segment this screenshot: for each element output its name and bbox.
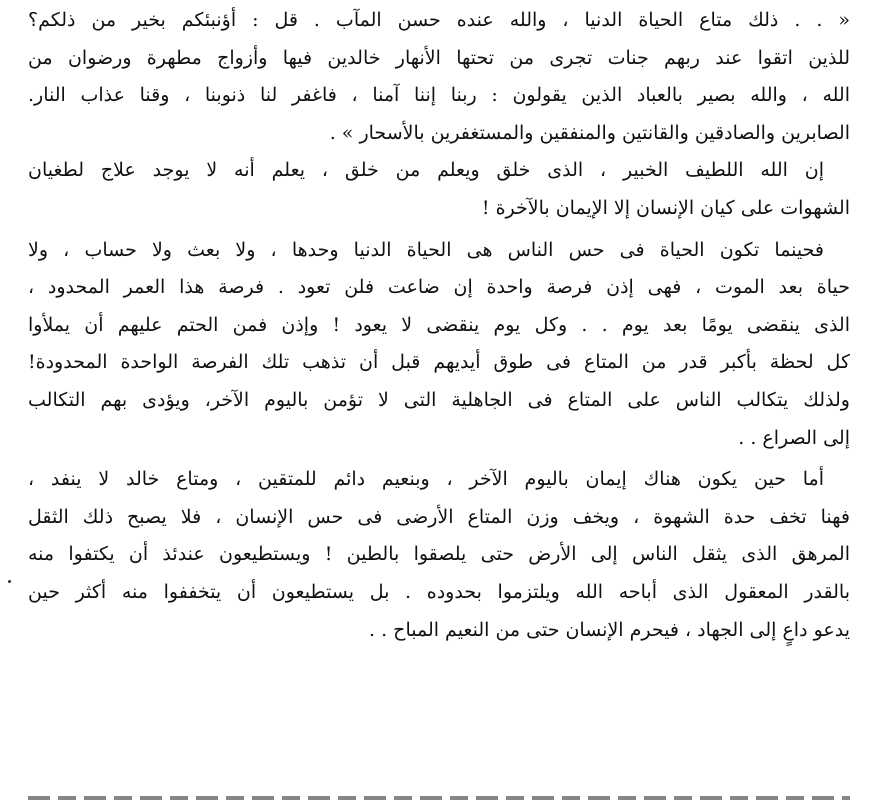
- text-line: أما حين يكون هناك إيمان باليوم الآخر ، وبنعيم دائم للمتقين ، ومتاع خالد لا ينفد ،: [28, 468, 824, 491]
- text-line: الشهوات على كيان الإنسان إلا الإيمان بالآخرة !: [481, 196, 850, 219]
- paragraph-3: [28, 232, 850, 458]
- text-line: الصابرين والصادقين والقانتين والمنفقين والمستغفرين بالأسحار » .: [329, 121, 850, 144]
- book-page: [28, 2, 850, 649]
- text-line: إلى الصراع . .: [738, 426, 850, 449]
- paragraph-4: [28, 461, 850, 649]
- text-line: ولذلك يتكالب الناس على المتاع فى الجاهلية التى لا تؤمن باليوم الآخر، ويؤدى بهم التكالب: [28, 388, 850, 411]
- text-line: المرهق الذى يثقل الناس إلى الأرض حتى يلصقوا بالطين ! ويستطيعون عندئذ أن يكتفوا منه: [28, 543, 850, 566]
- text-line: إن الله اللطيف الخبير ، الذى خلق ويعلم من خلق ، يعلم أنه لا يوجد علاج لطغيان: [28, 159, 824, 182]
- scan-speck: [8, 580, 11, 583]
- cropped-next-line: [28, 788, 850, 800]
- text-line: الله ، والله بصير بالعباد الذين يقولون : ربنا إننا آمنا ، فاغفر لنا ذنوبنا ، وقنا عذاب النار.: [28, 84, 850, 107]
- text-line: كل لحظة بأكبر قدر من المتاع فى طوق أيديهم قبل أن تذهب تلك الفرصة الواحدة المحدودة!: [28, 351, 850, 374]
- text-line: « . . ذلك متاع الحياة الدنيا ، والله عنده حسن المآب . قل : أؤنبئكم بخير من ذلكم؟: [28, 9, 850, 31]
- paragraph-2: [28, 152, 850, 227]
- text-line: حياة بعد الموت ، فهى إذن فرصة واحدة إن ضاعت فلن تعود . فرصة هذا العمر المحدود ،: [28, 276, 850, 299]
- text-line: بالقدر المعقول الذى أباحه الله ويلتزموا بحدوده . بل يستطيعون أن يتخففوا منه أكثر حين: [28, 580, 850, 603]
- text-line: فحينما تكون الحياة فى حس الناس هى الحياة الدنيا وحدها ، ولا بعث ولا حساب ، ولا: [28, 238, 824, 261]
- paragraph-1: [28, 2, 850, 152]
- text-line: فهنا تخف حدة الشهوة ، ويخف وزن المتاع الأرضى فى حس الإنسان ، فلا يصبح ذلك الثقل: [28, 505, 850, 528]
- text-line: الذى ينقضى يومًا بعد يوم . . وكل يوم ينقضى لا يعود ! وإذن فمن الحتم عليهم أن يملأوا: [28, 313, 850, 336]
- text-line: يدعو داعٍ إلى الجهاد ، فيحرم الإنسان حتى من النعيم المباح . .: [369, 618, 850, 641]
- text-line: للذين اتقوا عند ربهم جنات تجرى من تحتها الأنهار خالدين فيها وأزواج مطهرة ورضوان من: [28, 46, 850, 69]
